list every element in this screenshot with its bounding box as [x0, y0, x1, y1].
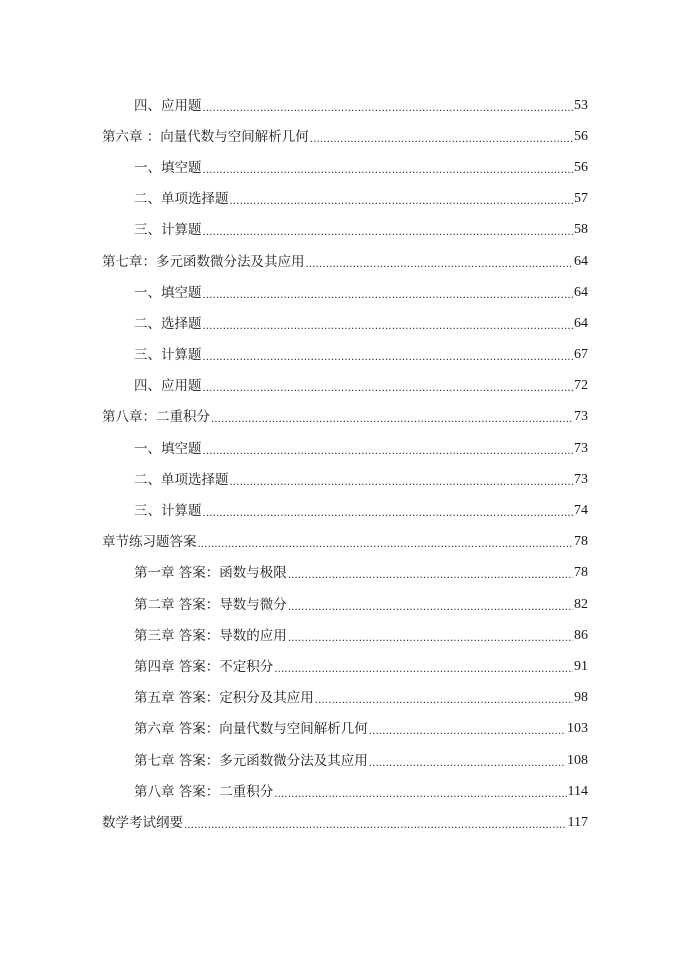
- toc-page-number: 56: [574, 128, 588, 144]
- toc-page-number: 64: [574, 315, 588, 331]
- toc-entry-label: 第六章 答案：向量代数与空间解析几何: [134, 721, 368, 738]
- toc-entry[interactable]: [102, 371, 588, 402]
- toc-entry-label: 一、填空题: [134, 159, 202, 176]
- toc-page-number: 74: [574, 503, 588, 519]
- toc-entry[interactable]: [102, 90, 588, 121]
- toc-leader-dots: [203, 288, 574, 304]
- toc-leader-dots: [288, 631, 573, 647]
- toc-leader-dots: [230, 194, 574, 210]
- toc-entry-label: 第三章 答案：导数的应用: [134, 627, 287, 644]
- toc-entry[interactable]: [102, 683, 588, 714]
- toc-entry-label: 二、选择题: [134, 315, 202, 332]
- toc-entry[interactable]: [102, 776, 588, 807]
- toc-entry-label: 二、单项选择题: [134, 191, 229, 208]
- toc-entry-label: 第一章 答案：函数与极限: [134, 565, 287, 582]
- toc-page-number: 86: [574, 627, 588, 643]
- toc-entry[interactable]: [102, 277, 588, 308]
- toc-entry-label: 第二章 答案：导数与微分: [134, 596, 287, 613]
- toc-entry[interactable]: [102, 620, 588, 651]
- toc-entry-label: 章节练习题答案: [102, 534, 197, 551]
- toc-entry[interactable]: [102, 308, 588, 339]
- toc-page-number: 57: [574, 191, 588, 207]
- toc-entry-label: 三、计算题: [134, 222, 202, 239]
- table-of-contents: [0, 90, 691, 839]
- toc-entry-label: 四、应用题: [134, 378, 202, 395]
- toc-entry-label: 第六章 ：向量代数与空间解析几何: [102, 128, 309, 145]
- toc-leader-dots: [306, 257, 574, 273]
- toc-leader-dots: [315, 693, 573, 709]
- toc-leader-dots: [184, 818, 567, 834]
- toc-entry[interactable]: [102, 589, 588, 620]
- toc-leader-dots: [203, 381, 574, 397]
- toc-entry-label: 第八章：二重积分: [102, 409, 210, 426]
- toc-page-number: 103: [567, 721, 588, 737]
- toc-entry-label: 第五章 答案：定积分及其应用: [134, 690, 314, 707]
- toc-entry-label: 一、填空题: [134, 284, 202, 301]
- toc-leader-dots: [203, 444, 574, 460]
- toc-entry[interactable]: [102, 495, 588, 526]
- toc-entry-label: 数学考试纲要: [102, 814, 183, 831]
- toc-leader-dots: [203, 225, 574, 241]
- toc-leader-dots: [211, 412, 573, 428]
- toc-entry-label: 三、计算题: [134, 503, 202, 520]
- toc-page-number: 67: [574, 347, 588, 363]
- toc-entry[interactable]: [102, 745, 588, 776]
- toc-leader-dots: [203, 506, 574, 522]
- toc-page-number: 73: [574, 409, 588, 425]
- toc-entry[interactable]: [102, 246, 588, 277]
- toc-page-number: 73: [574, 440, 588, 456]
- toc-page-number: 98: [574, 690, 588, 706]
- toc-leader-dots: [203, 350, 574, 366]
- toc-page-number: 78: [574, 534, 588, 550]
- toc-page-number: 78: [574, 565, 588, 581]
- toc-entry[interactable]: [102, 651, 588, 682]
- toc-leader-dots: [230, 475, 574, 491]
- toc-leader-dots: [274, 662, 573, 678]
- toc-leader-dots: [288, 600, 573, 616]
- toc-page-number: 91: [574, 658, 588, 674]
- toc-page-number: 114: [567, 783, 588, 799]
- toc-page-number: 64: [574, 253, 588, 269]
- toc-entry-label: 四、应用题: [134, 97, 202, 114]
- toc-entry[interactable]: [102, 558, 588, 589]
- toc-page-number: 72: [574, 378, 588, 394]
- toc-entry[interactable]: [102, 152, 588, 183]
- toc-entry[interactable]: [102, 215, 588, 246]
- toc-leader-dots: [288, 568, 573, 584]
- toc-leader-dots: [274, 787, 566, 803]
- toc-entry[interactable]: [102, 402, 588, 433]
- toc-leader-dots: [310, 132, 573, 148]
- toc-page-number: 117: [567, 814, 588, 830]
- toc-entry-label: 第四章 答案：不定积分: [134, 658, 274, 675]
- toc-entry[interactable]: [102, 340, 588, 371]
- toc-entry[interactable]: [102, 121, 588, 152]
- toc-page-number: 64: [574, 284, 588, 300]
- toc-page-number: 56: [574, 159, 588, 175]
- toc-page-number: 53: [574, 97, 588, 113]
- toc-leader-dots: [203, 319, 574, 335]
- toc-page-number: 58: [574, 222, 588, 238]
- toc-leader-dots: [203, 163, 574, 179]
- toc-entry[interactable]: [102, 714, 588, 745]
- toc-entry-label: 第八章 答案：二重积分: [134, 783, 274, 800]
- toc-leader-dots: [369, 724, 566, 740]
- toc-entry[interactable]: [102, 184, 588, 215]
- toc-leader-dots: [198, 537, 574, 553]
- toc-entry[interactable]: [102, 464, 588, 495]
- toc-page-number: 73: [574, 471, 588, 487]
- toc-leader-dots: [203, 101, 574, 117]
- toc-entry-label: 二、单项选择题: [134, 471, 229, 488]
- toc-entry-label: 第七章：多元函数微分法及其应用: [102, 253, 305, 270]
- toc-page-number: 82: [574, 596, 588, 612]
- toc-entry[interactable]: [102, 527, 588, 558]
- toc-entry[interactable]: [102, 807, 588, 838]
- toc-entry-label: 第七章 答案：多元函数微分法及其应用: [134, 752, 368, 769]
- toc-leader-dots: [369, 756, 566, 772]
- toc-entry-label: 一、填空题: [134, 440, 202, 457]
- toc-entry[interactable]: [102, 433, 588, 464]
- toc-entry-label: 三、计算题: [134, 347, 202, 364]
- toc-page-number: 108: [567, 752, 588, 768]
